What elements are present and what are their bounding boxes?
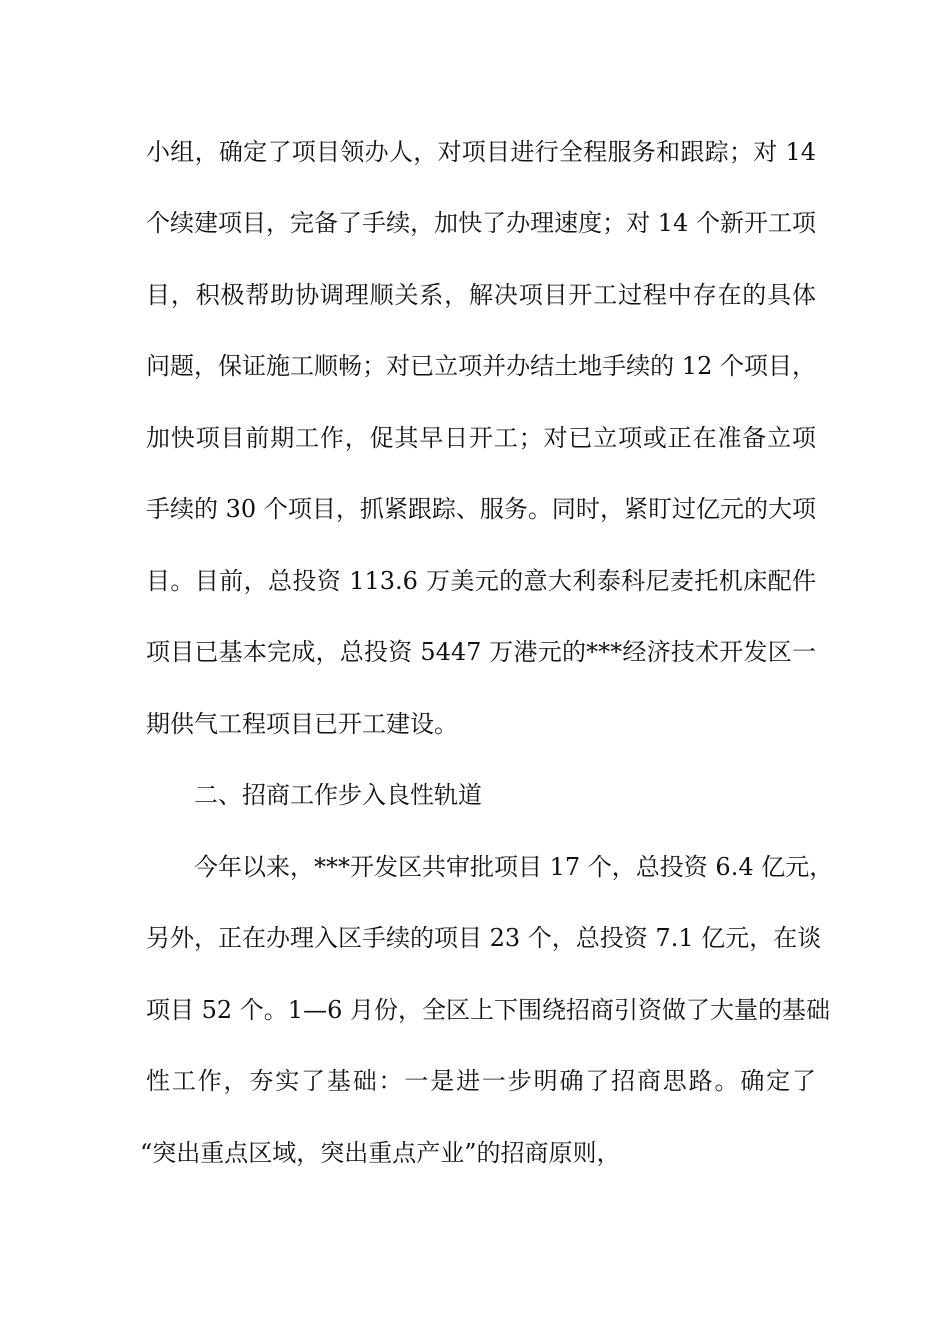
paragraph-2-line-4: 性工作，夯实了基础：一是进一步明确了招商思路。确定了 <box>146 1067 816 1095</box>
paragraph-1-line-9: 期供气工程项目已开工建设。 <box>146 710 458 738</box>
paragraph-2-line-3: 项目 52 个。1—6 月份，全区上下围绕招商引资做了大量的基础 <box>146 996 830 1024</box>
paragraph-1-line-6: 手续的 30 个项目，抓紧跟踪、服务。同时，紧盯过亿元的大项 <box>146 495 816 523</box>
paragraph-2-line-2: 另外，正在办理入区手续的项目 23 个，总投资 7.1 亿元，在谈 <box>146 924 822 952</box>
paragraph-2-line-1: 今年以来，***开发区共审批项目 17 个，总投资 6.4 亿元， <box>194 853 834 881</box>
paragraph-2-line-5: “突出重点区域，突出重点产业”的招商原则， <box>140 1139 621 1167</box>
paragraph-1-line-2: 个续建项目，完备了手续，加快了办理速度；对 14 个新开工项 <box>146 209 816 237</box>
section-heading: 二、招商工作步入良性轨道 <box>194 781 482 809</box>
paragraph-1-line-5: 加快项目前期工作，促其早日开工；对已立项或正在准备立项 <box>146 424 816 452</box>
paragraph-1-line-8: 项目已基本完成，总投资 5447 万港元的***经济技术开发区一 <box>146 638 816 666</box>
paragraph-1-line-7: 目。目前，总投资 113.6 万美元的意大利泰科尼麦托机床配件 <box>146 567 816 595</box>
paragraph-1-line-4: 问题，保证施工顺畅；对已立项并办结土地手续的 12 个项目， <box>146 352 816 380</box>
paragraph-1-line-1: 小组，确定了项目领办人，对项目进行全程服务和跟踪；对 14 <box>146 138 816 166</box>
paragraph-1-line-3: 目，积极帮助协调理顺关系，解决项目开工过程中存在的具体 <box>146 281 816 309</box>
